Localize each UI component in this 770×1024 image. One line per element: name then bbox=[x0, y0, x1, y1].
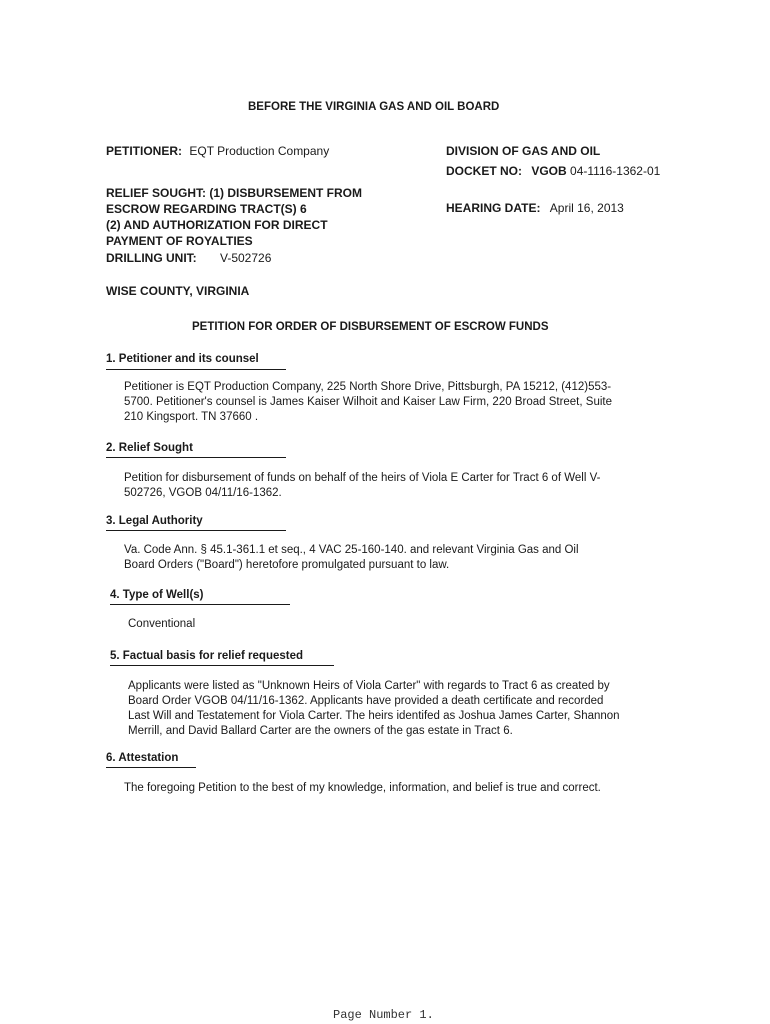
body-line: Conventional bbox=[128, 618, 196, 630]
body-line: Applicants were listed as "Unknown Heirs of Viola Carter" with regards to Tract 6 as created by bbox=[128, 680, 610, 692]
section-heading: 5. Factual basis for relief requested bbox=[110, 650, 304, 662]
heading-underline bbox=[110, 604, 290, 605]
petitioner-line bbox=[106, 144, 329, 158]
section-body bbox=[124, 781, 684, 796]
body-line: Petition for disbursement of funds on behalf of the heirs of Viola E Carter for Tract 6 of Well V- bbox=[124, 472, 601, 484]
body-line: Board Order VGOB 04/11/16-1362. Applicants have provided a death certificate and recorded bbox=[128, 695, 604, 707]
section-body bbox=[128, 679, 688, 739]
drilling-unit-line bbox=[106, 251, 271, 265]
docket-number: 04-1116-1362-01 bbox=[570, 164, 661, 178]
docket-prefix: VGOB bbox=[531, 164, 567, 178]
heading-underline bbox=[106, 530, 286, 531]
hearing-date-line bbox=[446, 201, 624, 215]
relief-line: PAYMENT OF ROYALTIES bbox=[106, 234, 253, 248]
body-line: 502726, VGOB 04/11/16-1362. bbox=[124, 487, 282, 499]
hearing-date-label: HEARING DATE: bbox=[446, 201, 541, 215]
relief-sought-block bbox=[106, 185, 362, 249]
body-line: Merrill, and David Ballard Carter are the owners of the gas estate in Tract 6. bbox=[128, 725, 513, 737]
county-line: WISE COUNTY, VIRGINIA bbox=[106, 284, 250, 298]
drilling-unit-value: V-502726 bbox=[220, 251, 272, 265]
heading-underline bbox=[110, 665, 334, 666]
body-line: Va. Code Ann. § 45.1-361.1 et seq., 4 VAC 25-160-140. and relevant Virginia Gas and Oil bbox=[124, 544, 579, 556]
petition-title: PETITION FOR ORDER OF DISBURSEMENT OF ESCROW FUNDS bbox=[192, 321, 549, 333]
body-line: Board Orders ("Board") heretofore promulgated pursuant to law. bbox=[124, 559, 450, 571]
heading-underline bbox=[106, 767, 196, 768]
heading-underline bbox=[106, 457, 286, 458]
hearing-date-value: April 16, 2013 bbox=[549, 201, 624, 215]
section-heading: 1. Petitioner and its counsel bbox=[106, 353, 259, 365]
board-title: BEFORE THE VIRGINIA GAS AND OIL BOARD bbox=[248, 101, 500, 113]
petitioner-value: EQT Production Company bbox=[189, 144, 330, 158]
division-line: DIVISION OF GAS AND OIL bbox=[446, 144, 601, 158]
section-heading: 2. Relief Sought bbox=[106, 442, 193, 454]
body-line: The foregoing Petition to the best of my knowledge, information, and belief is true and correct. bbox=[124, 782, 601, 794]
docket-line bbox=[446, 164, 660, 178]
relief-line: ESCROW REGARDING TRACT(S) 6 bbox=[106, 202, 307, 216]
section-heading: 4. Type of Well(s) bbox=[110, 589, 204, 601]
body-line: Last Will and Testatement for Viola Carter. The heirs identifed as Joshua James Carter, Shannon bbox=[128, 710, 620, 722]
section-heading: 3. Legal Authority bbox=[106, 515, 203, 527]
drilling-unit-label: DRILLING UNIT: bbox=[106, 251, 197, 265]
section-body bbox=[124, 543, 684, 573]
relief-line: RELIEF SOUGHT: (1) DISBURSEMENT FROM bbox=[106, 186, 363, 200]
page-number: Page Number 1. bbox=[333, 1008, 434, 1022]
heading-underline bbox=[106, 369, 286, 370]
relief-line: (2) AND AUTHORIZATION FOR DIRECT bbox=[106, 218, 328, 232]
body-line: 210 Kingsport. TN 37660 . bbox=[124, 411, 259, 423]
petitioner-label: PETITIONER: bbox=[106, 144, 183, 158]
body-line: 5700. Petitioner's counsel is James Kaiser Wilhoit and Kaiser Law Firm, 220 Broad Street, Suite bbox=[124, 396, 612, 408]
section-body bbox=[124, 471, 684, 501]
section-heading: 6. Attestation bbox=[106, 752, 179, 764]
section-body bbox=[128, 617, 688, 632]
section-body bbox=[124, 380, 684, 425]
body-line: Petitioner is EQT Production Company, 225 North Shore Drive, Pittsburgh, PA 15212, (412)553- bbox=[124, 381, 612, 393]
docket-label: DOCKET NO: bbox=[446, 164, 522, 178]
